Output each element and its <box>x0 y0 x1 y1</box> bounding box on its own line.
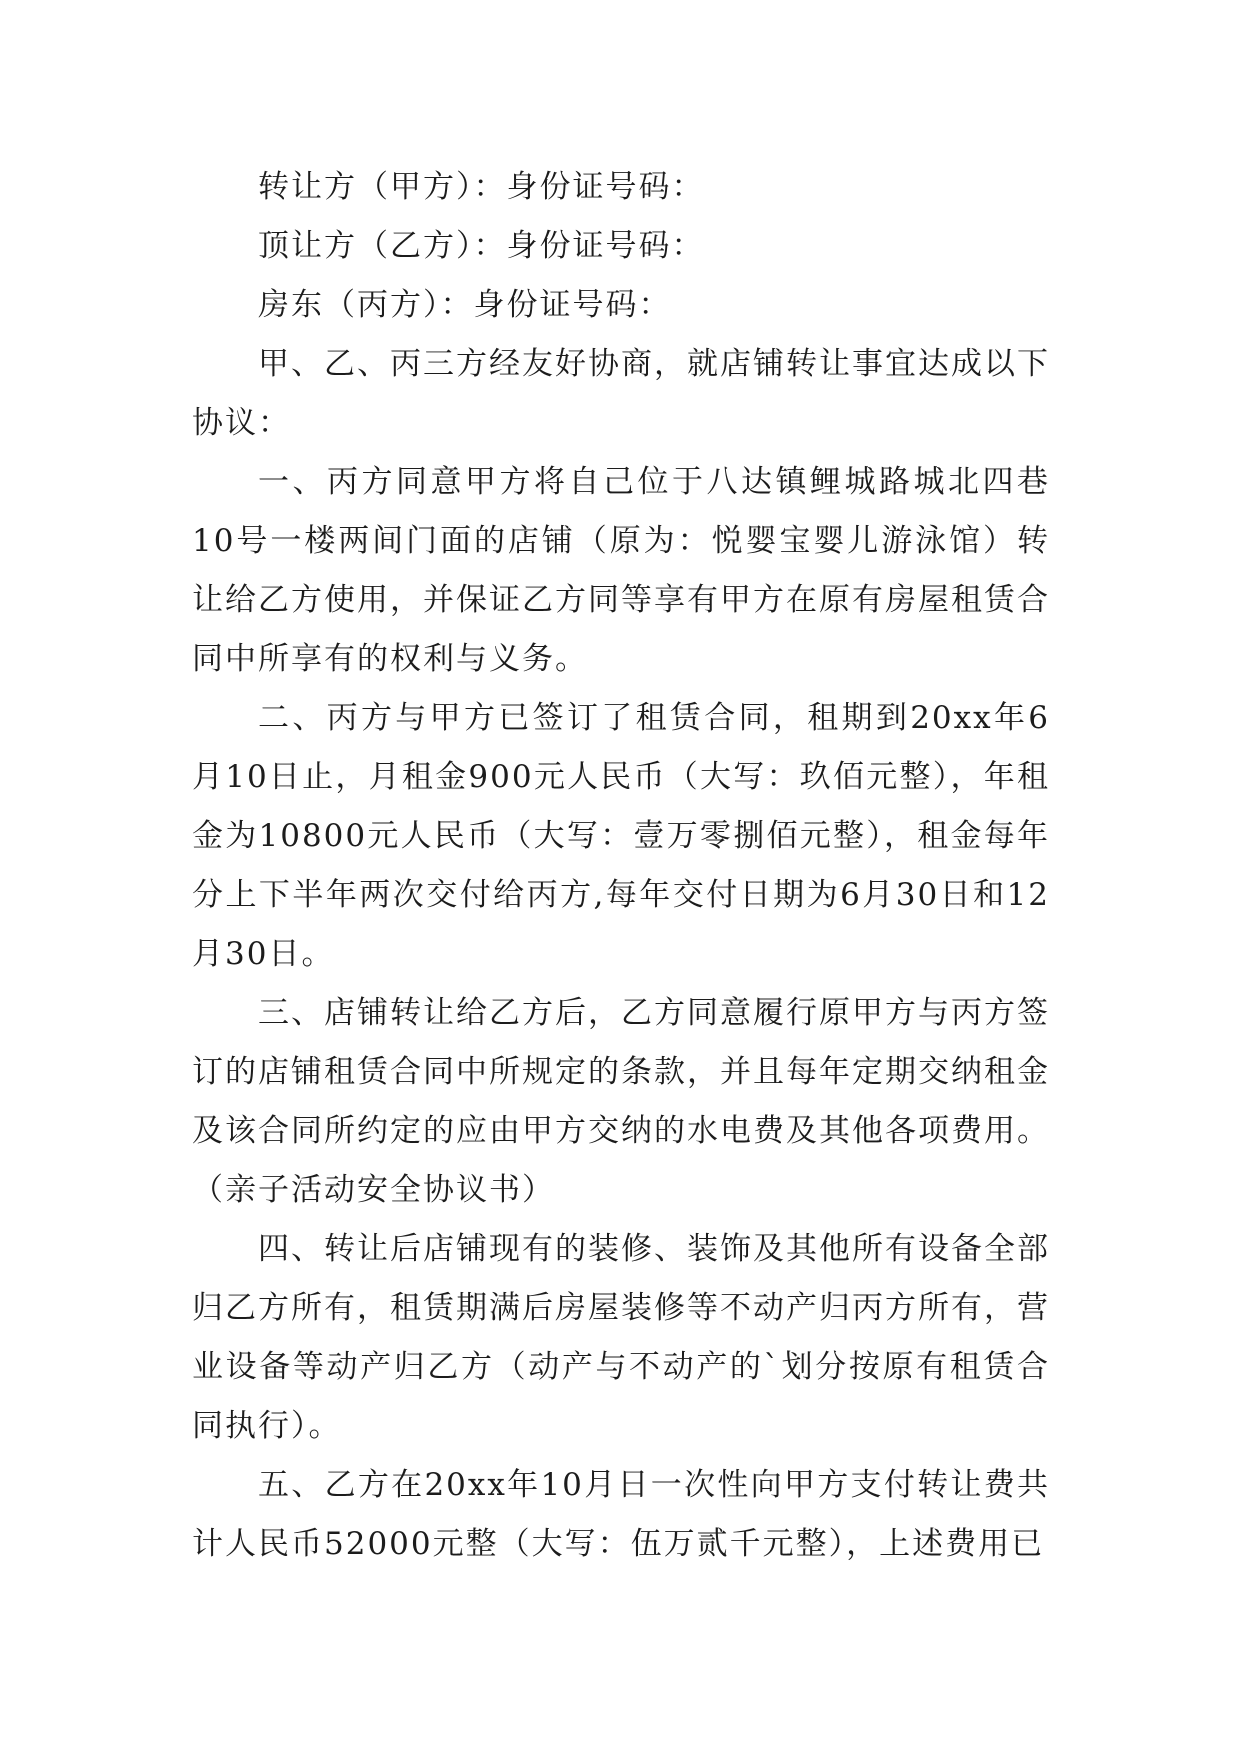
paragraph-clause-3: 三、店铺转让给乙方后，乙方同意履行原甲方与丙方签订的店铺租赁合同中所规定的条款，并且每年定期交纳租金及该合同所约定的应由甲方交纳的水电费及其他各项费用。 <box>192 995 1050 1149</box>
paragraph-transferee: 顶让方（乙方）：身份证号码： <box>258 228 705 264</box>
document-body <box>192 158 1050 1574</box>
paragraph-preamble: 甲、乙、丙三方经友好协商，就店铺转让事宜达成以下协议： <box>192 346 1050 441</box>
paragraph-landlord: 房东（丙方）：身份证号码： <box>258 287 672 323</box>
paragraph-clause-4: 四、转让后店铺现有的装修、装饰及其他所有设备全部归乙方所有，租赁期满后房屋装修等不动产归丙方所有，营业设备等动产归乙方（动产与不动产的`划分按原有租赁合同执行）。 <box>192 1231 1050 1444</box>
paragraph-clause-2: 二、丙方与甲方已签订了租赁合同，租期到20xx年6月10日止，月租金900元人民币（大写：玖佰元整），年租金为10800元人民币（大写：壹万零捌佰元整），租金每年分上下半年两次交付给丙方,每年交付日期为6月30日和12月30日。 <box>192 700 1050 972</box>
paragraph-clause-1: 一、丙方同意甲方将自己位于八达镇鲤城路城北四巷10号一楼两间门面的店铺（原为：悦婴宝婴儿游泳馆）转让给乙方使用，并保证乙方同等享有甲方在原有房屋租赁合同中所享有的权利与义务。 <box>192 464 1050 677</box>
paragraph-related-link: （亲子活动安全协议书） <box>192 1172 555 1208</box>
paragraph-transferor: 转让方（甲方）：身份证号码： <box>258 169 705 205</box>
paragraph-clause-5: 五、乙方在20xx年10月日一次性向甲方支付转让费共计人民币52000元整（大写：伍万贰千元整），上述费用已 <box>192 1467 1050 1562</box>
